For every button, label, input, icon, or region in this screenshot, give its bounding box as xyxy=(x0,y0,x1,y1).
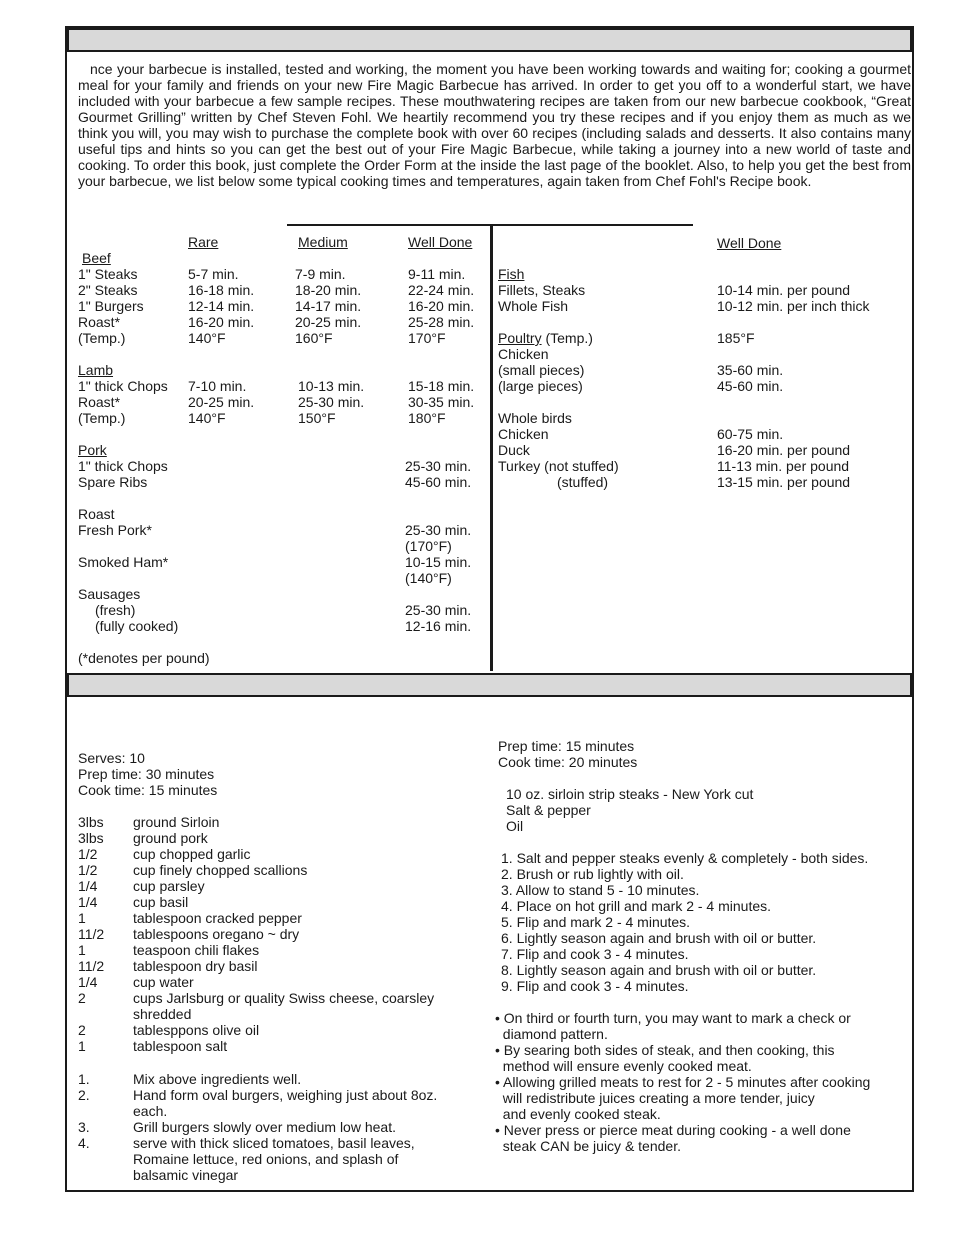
step-text: 6. Lightly season again and brush with oil or butter. xyxy=(501,930,817,946)
table-cell: 140°F xyxy=(188,410,226,426)
sausages-title: Sausages xyxy=(78,586,141,602)
table-cell: 22-24 min. xyxy=(408,282,475,298)
table-cell: 20-25 min. xyxy=(188,394,255,410)
table-cell: 13-15 min. per pound xyxy=(717,474,851,490)
table-cell: 10-12 min. per inch thick xyxy=(717,298,870,314)
step-text: Romaine lettuce, red onions, and splash of xyxy=(133,1151,399,1167)
tip-line: diamond pattern. xyxy=(495,1026,608,1042)
table-cell: 1" thick Chops xyxy=(78,458,168,474)
table-cell: 16-20 min. xyxy=(408,298,475,314)
ingredient-qty: 1/4 xyxy=(78,894,98,910)
table-cell: 9-11 min. xyxy=(408,266,466,282)
step-text: 2. Brush or rub lightly with oil. xyxy=(501,866,684,882)
table-cell: 45-60 min. xyxy=(717,378,784,394)
poultry-title: Poultry xyxy=(498,330,542,346)
tip-line: will redistribute juices creating a more tender, juicy xyxy=(495,1090,815,1106)
table-cell: 10-14 min. per pound xyxy=(717,282,851,298)
step-text: 7. Flip and cook 3 - 4 minutes. xyxy=(501,946,689,962)
table-cell: Chicken xyxy=(498,426,549,442)
table-cell: Turkey (not stuffed) xyxy=(498,458,619,474)
step-number: 3. xyxy=(78,1119,90,1135)
table-cell: (large pieces) xyxy=(498,378,583,394)
table-cell: 7-9 min. xyxy=(295,266,346,282)
ingredient-qty: 1 xyxy=(78,1038,86,1054)
table-cell: 7-10 min. xyxy=(188,378,247,394)
ingredient-qty: 1/2 xyxy=(78,846,98,862)
prep-time: Prep time: 30 minutes xyxy=(78,766,215,782)
table-cell: Spare Ribs xyxy=(78,474,148,490)
intro-paragraph xyxy=(78,61,911,189)
step-number: 2. xyxy=(78,1087,90,1103)
ingredient-item: cup water xyxy=(133,974,194,990)
ingredient-item: tablesppons olive oil xyxy=(133,1022,260,1038)
ingredient-item: shredded xyxy=(133,1006,192,1022)
step-number: 1. xyxy=(78,1071,90,1087)
table-cell: 5-7 min. xyxy=(188,266,239,282)
ingredient-item: tablespoon dry basil xyxy=(133,958,258,974)
header-well-done: Well Done xyxy=(408,234,473,250)
ingredient-item: Oil xyxy=(506,818,524,834)
table-cell: 1" Burgers xyxy=(78,298,144,314)
ingredient-qty: 1 xyxy=(78,942,86,958)
table-cell: 15-18 min. xyxy=(408,378,475,394)
table-cell: 25-30 min. xyxy=(405,522,472,538)
ingredient-qty: 1/4 xyxy=(78,878,98,894)
table-cell: 2" Steaks xyxy=(78,282,138,298)
tip-line: steak CAN be juicy & tender. xyxy=(495,1138,681,1154)
table-cell: 60-75 min. xyxy=(717,426,784,442)
table-cell: 25-28 min. xyxy=(408,314,475,330)
tip-line: method will ensure evenly cooked meat. xyxy=(495,1058,752,1074)
ingredient-item: Salt & pepper xyxy=(506,802,591,818)
table-cell: 18-20 min. xyxy=(295,282,362,298)
step-text: Hand form oval burgers, weighing just about 8oz. xyxy=(133,1087,438,1103)
table-cell: Fillets, Steaks xyxy=(498,282,586,298)
table-cell: 11-13 min. per pound xyxy=(717,458,850,474)
ingredient-item: cups Jarlsburg or quality Swiss cheese, coarsley xyxy=(133,990,435,1006)
fish-title: Fish xyxy=(498,266,525,282)
table-cell: (170°F) xyxy=(405,538,452,554)
table-cell: Whole Fish xyxy=(498,298,569,314)
table-cell: 10-13 min. xyxy=(298,378,365,394)
intro-text: nce your barbecue is installed, tested and working, the moment you have been working towards and waiting for; cooking a gourmet meal for your family and friends on your new Fire Magic Barbecue has arrived. In order to get you off to a wonderful start, we have included with your barbecue a few sample recipes. These mouthwatering recipes are taken from our new barbecue cookbook, “Great Gourmet Grilling” written by Chef Steven Fohl. We heartily recommend you try these recipes and if you enjoy them as much as we think you will, you may wish to purchase the complete book with over 60 recipes (including salads and desserts. It also contains many useful tips and hints so you can get the best out of your Fire Magic Barbecue, while taking a journey into a new world of taste and cooking. To order this book, just complete the Order Form at the inside the last page of the booklet. Also, to help you get the best from your barbecue, we list below some typical cooking times and temperatures, again taken from Chef Fohl's Recipe book. xyxy=(78,61,911,189)
table-cell: 16-18 min. xyxy=(188,282,255,298)
step-text: Grill burgers slowly over medium low heat. xyxy=(133,1119,396,1135)
ingredient-qty: 2 xyxy=(78,990,86,1006)
table-cell: (stuffed) xyxy=(557,474,609,490)
step-text: 9. Flip and cook 3 - 4 minutes. xyxy=(501,978,689,994)
header-medium: Medium xyxy=(298,234,348,250)
page-frame xyxy=(65,26,914,1192)
recipes-header-bar xyxy=(67,673,912,697)
ingredient-qty: 1/2 xyxy=(78,862,98,878)
table-cell: Duck xyxy=(498,442,530,458)
ingredient-qty: 1/4 xyxy=(78,974,98,990)
table-cell: 35-60 min. xyxy=(717,362,784,378)
footnote: (*denotes per pound) xyxy=(78,650,210,666)
header-well-done-right: Well Done xyxy=(717,235,782,251)
table-cell: 10-15 min. xyxy=(405,554,472,570)
ingredient-item: tablespoons oregano ~ dry xyxy=(133,926,300,942)
table-cell: 45-60 min. xyxy=(405,474,472,490)
table-cell: 170°F xyxy=(408,330,446,346)
ingredient-item: tablespoon salt xyxy=(133,1038,228,1054)
table-cell: 160°F xyxy=(295,330,333,346)
ingredient-item: cup chopped garlic xyxy=(133,846,251,862)
table-cell: Fresh Pork* xyxy=(78,522,152,538)
table-cell: (fully cooked) xyxy=(95,618,179,634)
step-text: Mix above ingredients well. xyxy=(133,1071,302,1087)
tip-line: • Allowing grilled meats to rest for 2 - 5 minutes after cooking xyxy=(495,1074,871,1090)
table-cell: 12-14 min. xyxy=(188,298,255,314)
table-cell: 14-17 min. xyxy=(295,298,362,314)
step-text: serve with thick sliced tomatoes, basil leaves, xyxy=(133,1135,415,1151)
table-cell: 1" thick Chops xyxy=(78,378,168,394)
step-text: each. xyxy=(133,1103,168,1119)
ingredient-item: cup basil xyxy=(133,894,189,910)
step-text: 5. Flip and mark 2 - 4 minutes. xyxy=(501,914,691,930)
table-cell: (fresh) xyxy=(95,602,136,618)
table-cell: Roast* xyxy=(78,314,121,330)
table-cell: (Temp.) xyxy=(78,410,126,426)
table-cell: 25-30 min. xyxy=(405,602,472,618)
step-text: balsamic vinegar xyxy=(133,1167,239,1183)
table-cell: Smoked Ham* xyxy=(78,554,169,570)
tip-line: and evenly cooked steak. xyxy=(495,1106,661,1122)
ingredient-item: ground Sirloin xyxy=(133,814,220,830)
table-cell: 30-35 min. xyxy=(408,394,475,410)
ingredient-item: 10 oz. sirloin strip steaks - New York cut xyxy=(506,786,754,802)
ingredient-qty: 3lbs xyxy=(78,814,104,830)
ingredient-qty: 11/2 xyxy=(78,958,105,974)
ingredient-qty: 11/2 xyxy=(78,926,105,942)
column-divider xyxy=(490,224,493,671)
header-rare: Rare xyxy=(188,234,219,250)
step-text: 8. Lightly season again and brush with oil or butter. xyxy=(501,962,817,978)
table-cell: (small pieces) xyxy=(498,362,585,378)
table-cell: 1" Steaks xyxy=(78,266,138,282)
table-cell: Roast* xyxy=(78,394,121,410)
table-cell: 150°F xyxy=(298,410,336,426)
table-cell: 16-20 min. xyxy=(188,314,255,330)
step-text: 4. Place on hot grill and mark 2 - 4 minutes. xyxy=(501,898,772,914)
lamb-title: Lamb xyxy=(78,362,114,378)
table-cell: 16-20 min. per pound xyxy=(717,442,851,458)
cook-time: Cook time: 20 minutes xyxy=(498,754,638,770)
pork-title: Pork xyxy=(78,442,107,458)
step-text: 1. Salt and pepper steaks evenly & completely - both sides. xyxy=(501,850,869,866)
table-cell: (140°F) xyxy=(405,570,452,586)
ingredient-qty: 3lbs xyxy=(78,830,104,846)
prep-time: Prep time: 15 minutes xyxy=(498,738,635,754)
ingredient-item: teaspoon chili flakes xyxy=(133,942,260,958)
table-cell: 25-30 min. xyxy=(298,394,365,410)
ingredient-item: ground pork xyxy=(133,830,208,846)
poultry-title-row xyxy=(498,330,593,346)
serves: Serves: 10 xyxy=(78,750,145,766)
table-cell: 20-25 min. xyxy=(295,314,362,330)
table-cell: Chicken xyxy=(498,346,549,362)
tip-line: • Never press or pierce meat during cooking - a well done xyxy=(495,1122,851,1138)
tip-line: • By searing both sides of steak, and then cooking, this xyxy=(495,1042,835,1058)
table-cell: 25-30 min. xyxy=(405,458,472,474)
section-header-bar xyxy=(67,28,912,52)
ingredient-item: cup finely chopped scallions xyxy=(133,862,308,878)
poultry-temp: 185°F xyxy=(717,330,755,346)
roast-title: Roast xyxy=(78,506,115,522)
ingredient-qty: 1 xyxy=(78,910,86,926)
cook-time: Cook time: 15 minutes xyxy=(78,782,218,798)
tip-line: • On third or fourth turn, you may want to mark a check or xyxy=(495,1010,851,1026)
ingredient-item: tablespoon cracked pepper xyxy=(133,910,302,926)
whole-birds-title: Whole birds xyxy=(498,410,572,426)
step-text: 3. Allow to stand 5 - 10 minutes. xyxy=(501,882,700,898)
table-cell: 12-16 min. xyxy=(405,618,472,634)
step-number: 4. xyxy=(78,1135,90,1151)
beef-title: Beef xyxy=(82,250,111,266)
poultry-temp-label: (Temp.) xyxy=(541,330,593,346)
table-cell: (Temp.) xyxy=(78,330,126,346)
ingredient-qty: 2 xyxy=(78,1022,86,1038)
table-cell: 140°F xyxy=(188,330,226,346)
table-cell: 180°F xyxy=(408,410,446,426)
ingredient-item: cup parsley xyxy=(133,878,205,894)
